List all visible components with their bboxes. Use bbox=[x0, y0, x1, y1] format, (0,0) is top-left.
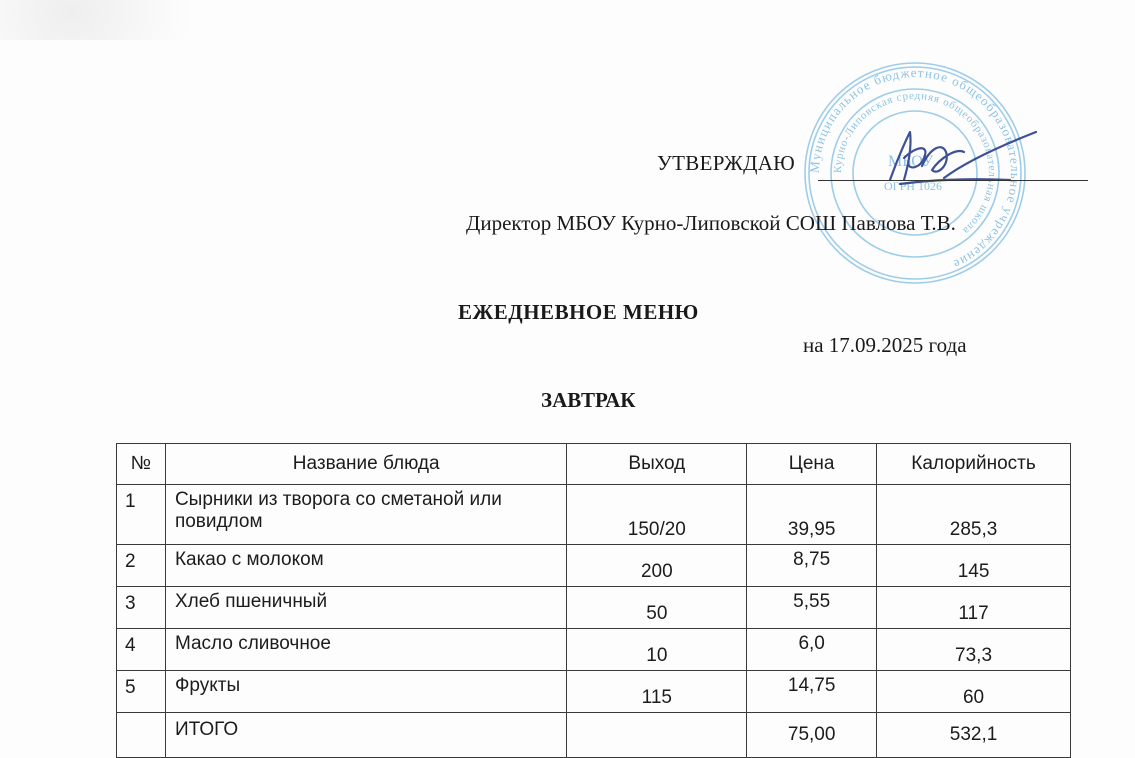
column-header-dish: Название блюда bbox=[165, 444, 567, 485]
director-line: Директор МБОУ Курно-Липовской СОШ Павлова Т.В. bbox=[466, 211, 956, 235]
row-number: 4 bbox=[117, 629, 166, 671]
total-calories: 532,1 bbox=[877, 713, 1071, 758]
table-row bbox=[117, 629, 1071, 671]
table-row bbox=[117, 485, 1071, 545]
dish-price: 8,75 bbox=[747, 545, 877, 587]
svg-text:ОГРН 1026: ОГРН 1026 bbox=[884, 179, 942, 193]
table-row bbox=[117, 545, 1071, 587]
dish-price: 6,0 bbox=[747, 629, 877, 671]
column-header-calories: Калорийность bbox=[877, 444, 1071, 485]
dish-yield: 150/20 bbox=[567, 485, 747, 545]
total-empty-cell bbox=[567, 713, 747, 758]
table-header-row bbox=[117, 444, 1071, 485]
table-row bbox=[117, 671, 1071, 713]
total-price: 75,00 bbox=[747, 713, 877, 758]
svg-text:Курно-Липовская средняя общеоб: Курно-Липовская средняя общеобразовательная школа bbox=[831, 89, 999, 237]
meal-heading: ЗАВТРАК bbox=[541, 388, 636, 412]
svg-text:Муниципальное бюджетное общеоб: Муниципальное бюджетное общеобразовательное учреждение bbox=[806, 64, 1024, 273]
dish-calories: 73,3 bbox=[877, 629, 1071, 671]
signature-line bbox=[818, 180, 1088, 181]
dish-name: Масло сливочное bbox=[165, 629, 567, 671]
scan-artifact bbox=[0, 0, 240, 40]
dish-calories: 60 bbox=[877, 671, 1071, 713]
dish-yield: 115 bbox=[567, 671, 747, 713]
dish-price: 39,95 bbox=[747, 485, 877, 545]
dish-name: Какао с молоком bbox=[165, 545, 567, 587]
dish-price: 5,55 bbox=[747, 587, 877, 629]
director-signature bbox=[860, 118, 1040, 208]
row-number: 5 bbox=[117, 671, 166, 713]
menu-date: на 17.09.2025 года bbox=[803, 333, 967, 357]
column-header-yield: Выход bbox=[567, 444, 747, 485]
dish-yield: 200 bbox=[567, 545, 747, 587]
row-number: 3 bbox=[117, 587, 166, 629]
column-header-price: Цена bbox=[747, 444, 877, 485]
dish-name: Хлеб пшеничный bbox=[165, 587, 567, 629]
dish-name: Фрукты bbox=[165, 671, 567, 713]
row-number: 2 bbox=[117, 545, 166, 587]
row-number: 1 bbox=[117, 485, 166, 545]
approval-heading: УТВЕРЖДАЮ bbox=[657, 151, 796, 175]
dish-calories: 285,3 bbox=[877, 485, 1071, 545]
dish-calories: 117 bbox=[877, 587, 1071, 629]
svg-text:МБОУ: МБОУ bbox=[888, 153, 934, 170]
table-row bbox=[117, 587, 1071, 629]
total-row bbox=[117, 713, 1071, 758]
dish-price: 14,75 bbox=[747, 671, 877, 713]
dish-name: Сырники из творога со сметаной или повидлом bbox=[165, 485, 567, 545]
total-empty-cell bbox=[117, 713, 166, 758]
page-title: ЕЖЕДНЕВНОЕ МЕНЮ bbox=[458, 300, 699, 324]
total-label: ИТОГО bbox=[165, 713, 567, 758]
dish-yield: 10 bbox=[567, 629, 747, 671]
dish-calories: 145 bbox=[877, 545, 1071, 587]
column-header-number: № bbox=[117, 444, 166, 485]
dish-yield: 50 bbox=[567, 587, 747, 629]
menu-table bbox=[116, 443, 1071, 758]
